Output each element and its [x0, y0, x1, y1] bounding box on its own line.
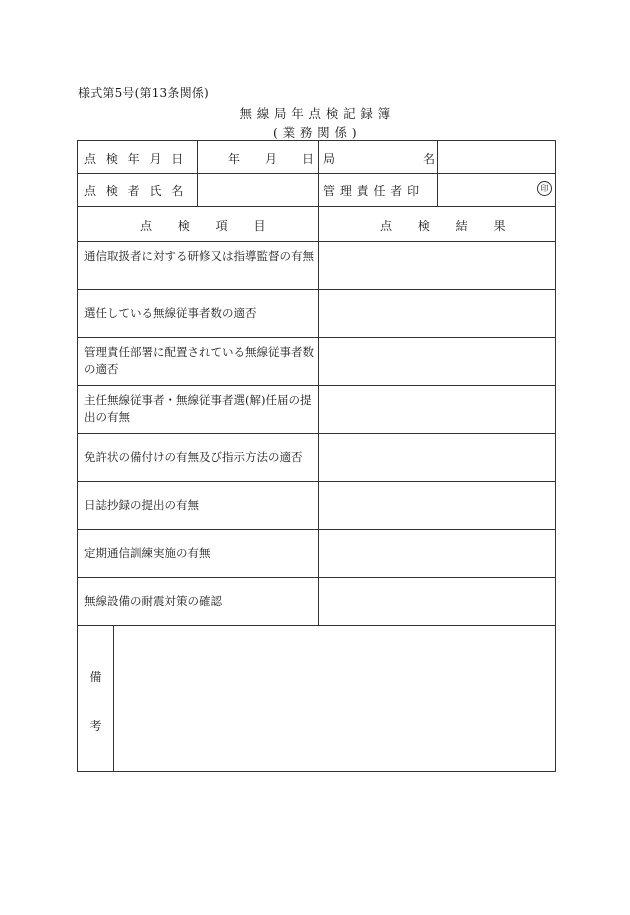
form-number: 様式第5号(第13条関係): [78, 86, 209, 100]
row-divider: [78, 577, 555, 578]
col-divider: [197, 141, 198, 206]
row-divider: [78, 337, 555, 338]
row-divider: [78, 529, 555, 530]
manager-seal-label: 管 理 責 任 者 印: [323, 184, 420, 198]
date-label: 点 検 年 月 日: [84, 152, 184, 166]
col-divider: [113, 625, 114, 771]
station-label-start: 局: [323, 152, 336, 166]
inspection-item: 定期通信訓練実施の有無: [84, 546, 211, 560]
row-divider: [78, 206, 555, 207]
col-divider: [437, 141, 438, 206]
date-month-label: 月: [265, 152, 278, 166]
row-divider: [78, 289, 555, 290]
row-divider: [78, 481, 555, 482]
seal-icon: 印: [537, 181, 552, 196]
items-column-header: 点 検 項 目: [140, 219, 266, 233]
row-divider: [78, 625, 555, 626]
results-column-header: 点 検 結 果: [380, 219, 506, 233]
inspection-record-table: [77, 140, 556, 772]
inspection-item: 管理責任部署に配置されている無線従事者数の適否: [84, 345, 314, 376]
inspection-item: 選任している無線従事者数の適否: [84, 306, 257, 320]
row-divider: [78, 173, 555, 174]
remarks-label-char-1: 備: [89, 670, 102, 684]
inspection-item: 通信取扱者に対する研修又は指導監督の有無: [84, 249, 314, 263]
row-divider: [78, 385, 555, 386]
col-divider: [318, 141, 319, 625]
page-title: 無 線 局 年 点 検 記 録 簿: [239, 106, 391, 121]
inspection-item: 主任無線従事者・無線従事者選(解)任届の提出の有無: [84, 393, 312, 424]
remarks-label-char-2: 考: [89, 719, 102, 733]
inspection-item: 免許状の備付けの有無及び指示方法の適否: [84, 450, 303, 464]
date-day-label: 日: [302, 152, 315, 166]
row-divider: [78, 433, 555, 434]
row-divider: [78, 241, 555, 242]
inspection-item: 日誌抄録の提出の有無: [84, 498, 199, 512]
station-label-end: 名: [423, 152, 436, 166]
date-year-label: 年: [228, 152, 241, 166]
inspection-item: 無線設備の耐震対策の確認: [84, 594, 222, 608]
inspector-name-label: 点 検 者 氏 名: [84, 184, 184, 198]
page-subtitle: ( 業 務 関 係 ): [272, 125, 358, 140]
